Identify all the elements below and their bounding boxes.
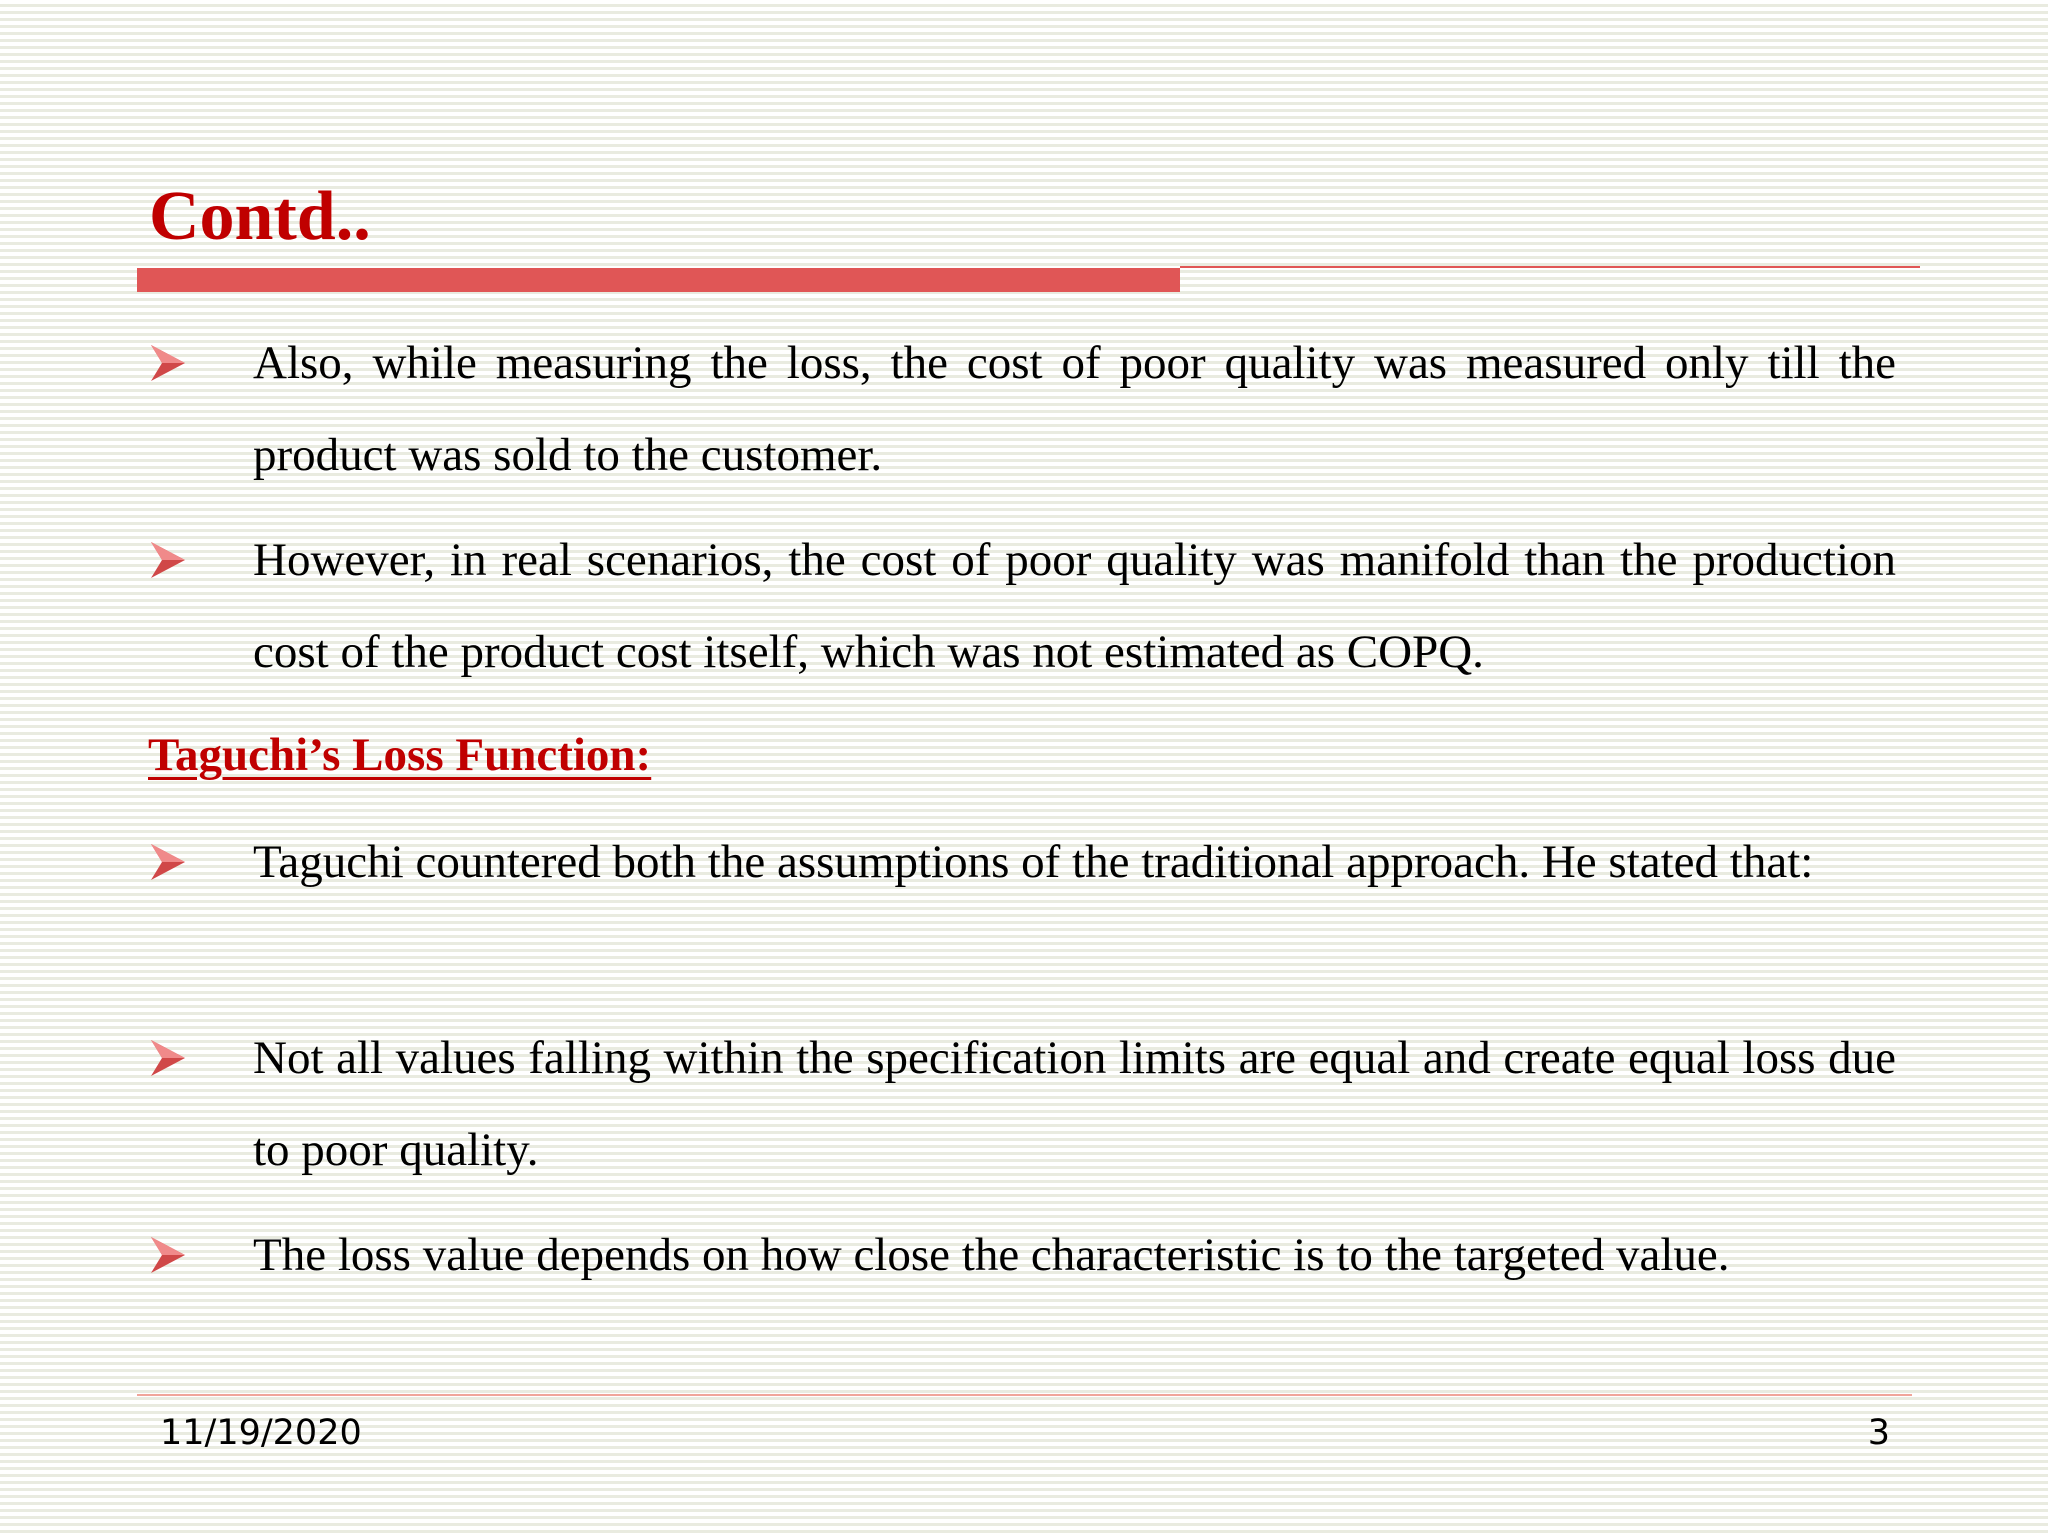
title-underline-bar [137,268,1180,292]
bullet-text: However, in real scenarios, the cost of poor quality was manifold than the production cost of the product cost itself, which was not estimated as COPQ. [253,534,1896,678]
arrow-bullet-icon [149,536,189,584]
footer-divider [137,1394,1912,1396]
bullet-text: Taguchi countered both the assumptions of the traditional approach. He stated that: [253,836,1814,888]
arrow-bullet-icon [149,339,189,387]
bullet-item [149,514,1896,698]
section-subheading: Taguchi’s Loss Function: [148,729,652,781]
bullet-text: Not all values falling within the specification limits are equal and create equal loss due to poor quality. [253,1032,1896,1176]
arrow-bullet-icon [149,1034,189,1082]
bullet-item [149,1209,1896,1301]
bullet-item [149,816,1896,908]
slide-title: Contd.. [149,178,371,255]
arrow-bullet-icon [149,1231,189,1279]
bullet-item [149,1012,1896,1196]
bullet-text: Also, while measuring the loss, the cost of poor quality was measured only till the product was sold to the customer. [253,337,1896,481]
arrow-bullet-icon [149,838,189,886]
bullet-item [149,317,1896,501]
bullet-text: The loss value depends on how close the characteristic is to the targeted value. [253,1229,1730,1281]
footer-date: 11/19/2020 [160,1413,362,1453]
page-number: 3 [1867,1413,1890,1453]
title-underline-rule [1180,266,1920,268]
